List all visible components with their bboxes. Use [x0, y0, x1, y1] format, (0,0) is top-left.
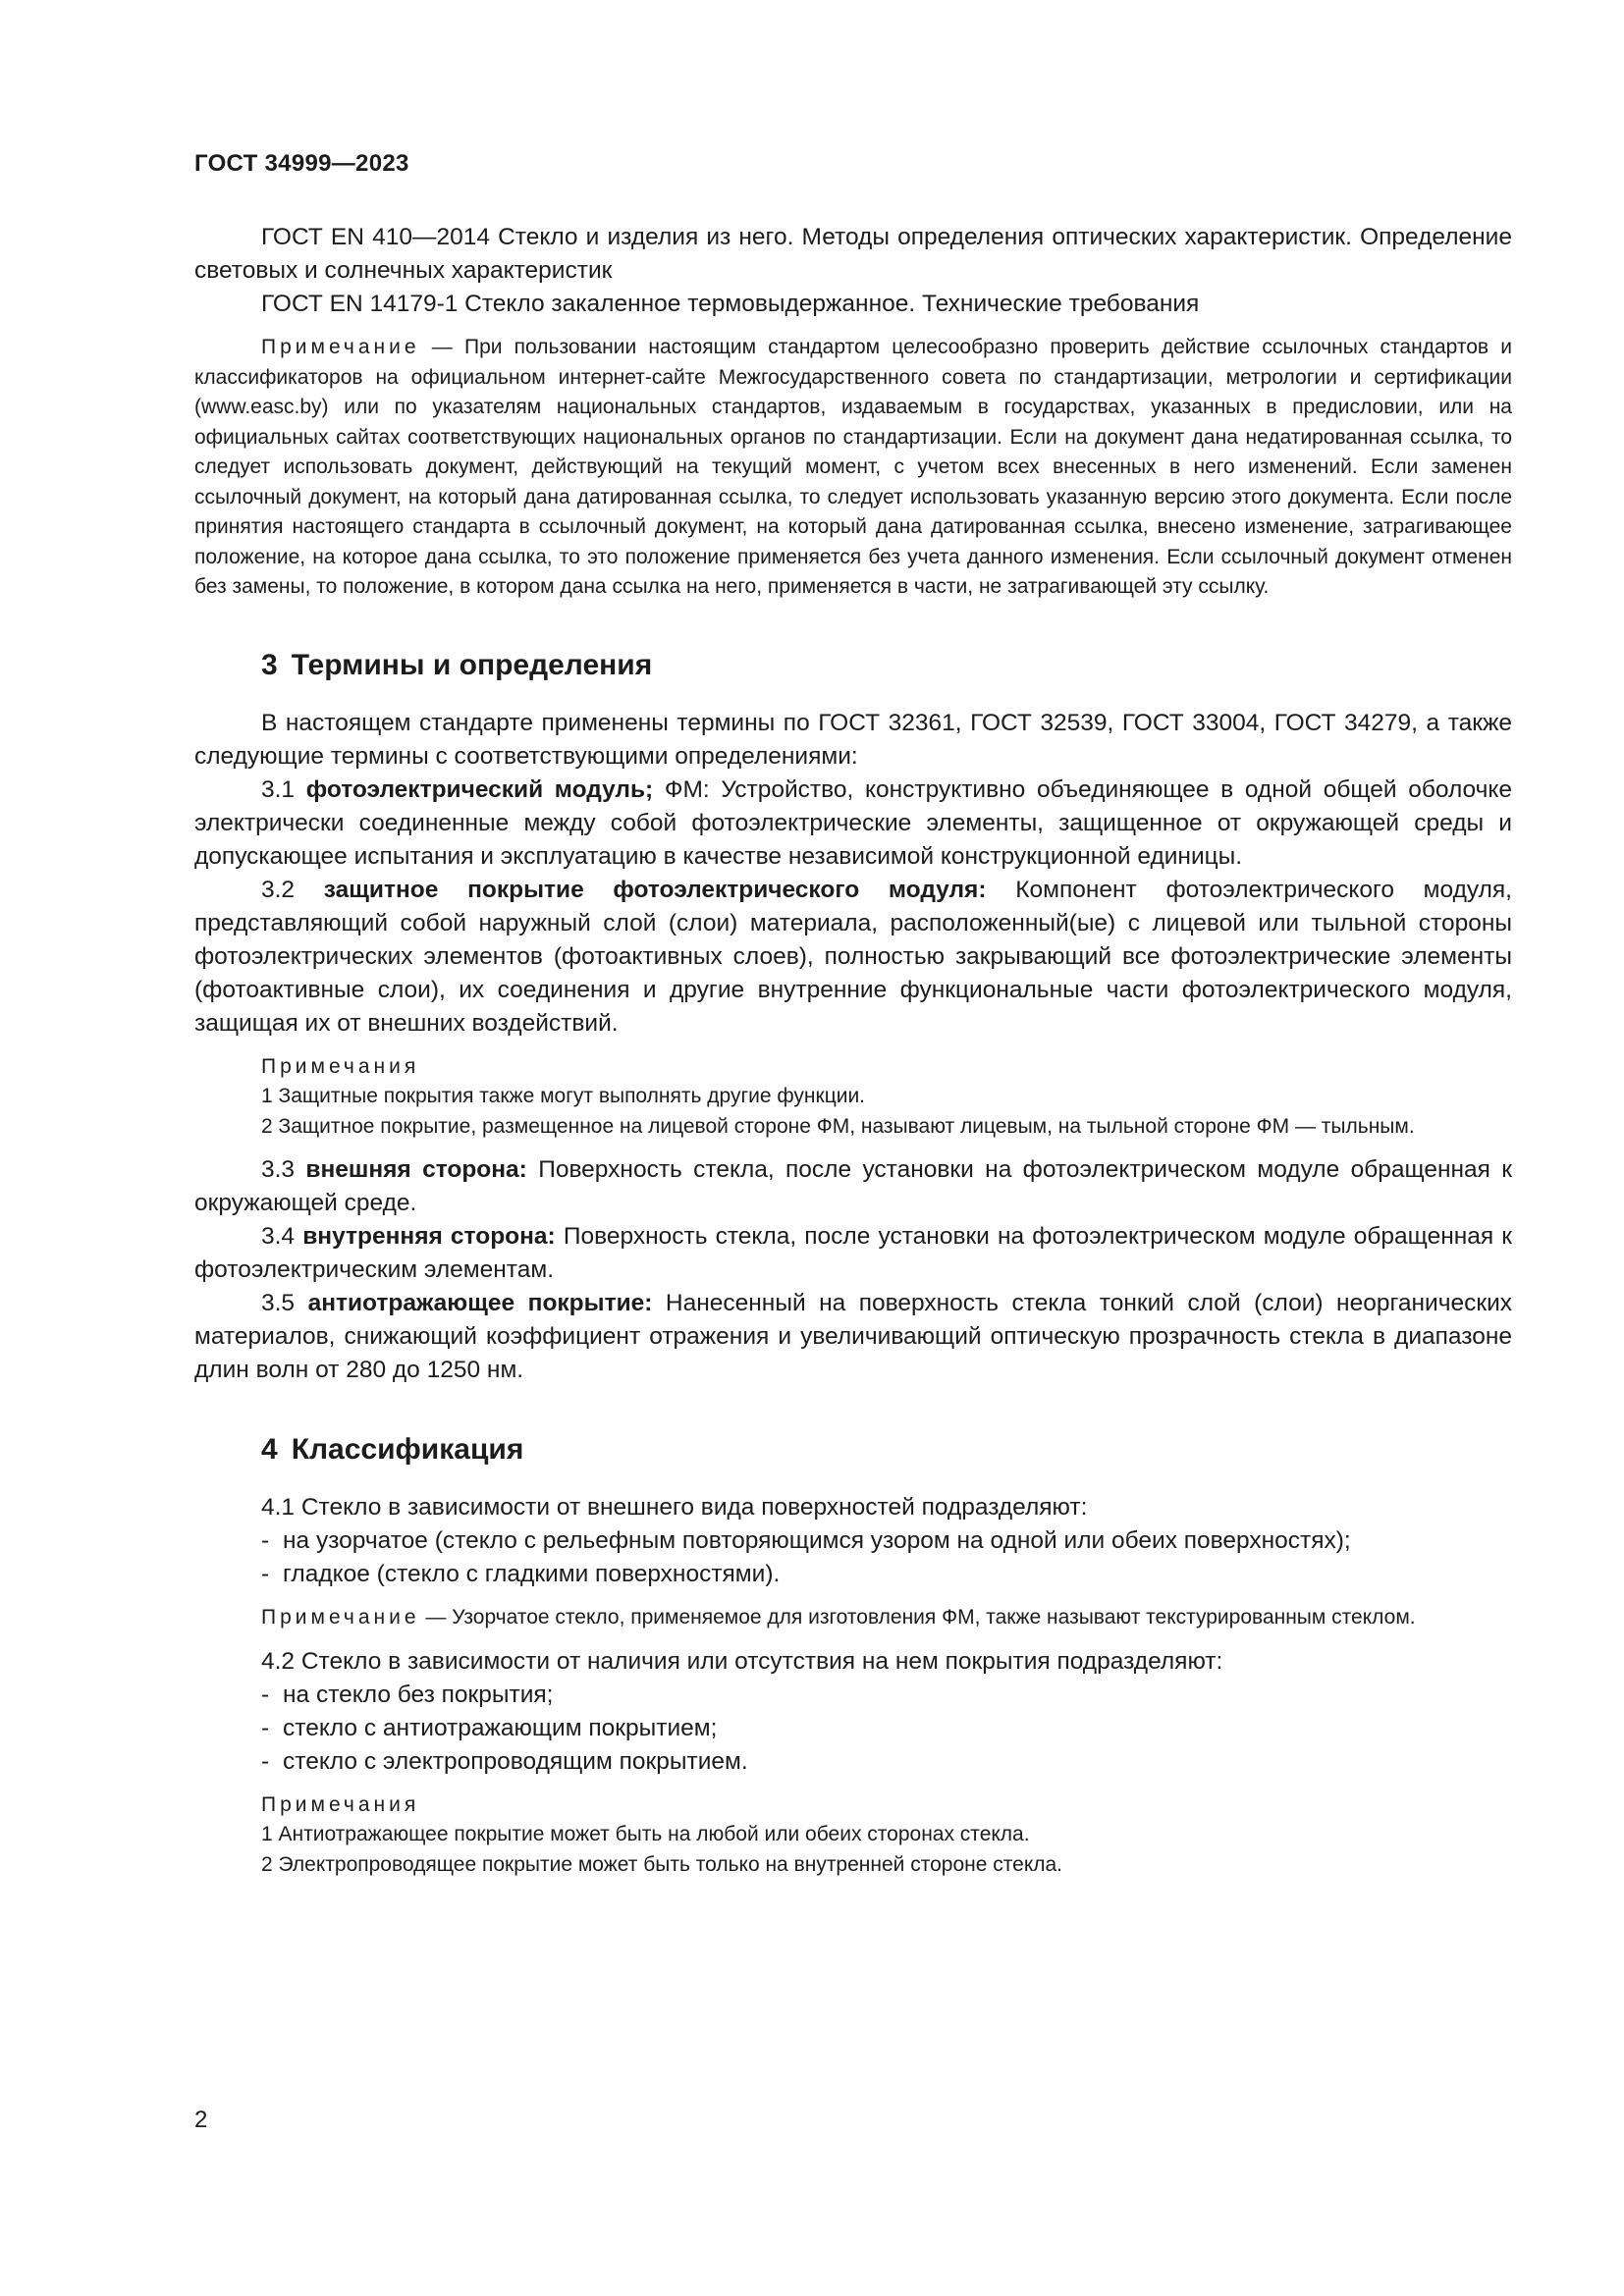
term-number: 3.1 — [261, 775, 296, 803]
term-number: 3.4 — [261, 1223, 296, 1250]
notes-label: Примечания — [261, 1792, 420, 1816]
term-name: защитное покрытие фотоэлектрического модуля: — [323, 876, 987, 903]
term-definition: ФМ: Устройство, конструктивно объединяющее в одной общей оболочке электрически соединенные между собой фотоэлектрические элементы, защищенное от окружающей среды и допускающее испытания и эксплуатацию в качестве независимой конструкционной единицы. — [194, 775, 1513, 870]
section-heading — [194, 1430, 1512, 1469]
list-item: - гладкое (стекло с гладкими поверхностями). — [261, 1561, 781, 1587]
note-text: — Узорчатое стекло, применяемое для изготовления ФМ, также называют текстурированным стеклом. — [419, 1606, 1416, 1629]
section-number: 4 — [261, 1433, 278, 1466]
term-3-4 — [194, 1220, 1512, 1287]
section-heading — [194, 646, 1512, 685]
list-item: - стекло с электропроводящим покрытием. — [261, 1747, 748, 1775]
list-item: - на стекло без покрытия; — [261, 1681, 554, 1708]
note-item: 2 Электропроводящее покрытие может быть только на внутренней стороне стекла. — [261, 1852, 1063, 1876]
term-name: внутренняя сторона: — [302, 1223, 556, 1250]
term-3-5 — [194, 1287, 1512, 1387]
section-title: Классификация — [291, 1433, 524, 1466]
term-3-3 — [194, 1153, 1512, 1220]
term-number: 3.2 — [261, 876, 296, 903]
term-name: внешняя сторона: — [305, 1156, 527, 1183]
note-item: 1 Антиотражающее покрытие может быть на любой или обеих сторонах стекла. — [261, 1823, 1030, 1845]
term-definition: Компонент фотоэлектрического модуля, представляющий собой наружный слой (слои) материала, расположенный(ые) с лицевой или тыльной стороны фотоэлектрических элементов (фотоактивных слоев), полностью закрывающий все фотоэлектрические элементы (фотоактивные слои), их соединения и другие внутренние функциональные части фотоэлектрического модуля, защищая их от внешних воздействий. — [194, 876, 1512, 1037]
reference-item: ГОСТ EN 410—2014 Стекло и изделия из него. Методы определения оптических характеристик. Определение световых и солнечных характеристик — [194, 224, 1512, 284]
term-definition: Поверхность стекла, после установки на фотоэлектрическом модуле обращенная к фотоэлектрическим элементам. — [194, 1223, 1513, 1283]
note-label: Примечание — [261, 1606, 420, 1629]
clause-4-2: 4.2 Стекло в зависимости от наличия или отсутствия на нем покрытия подразделяют: — [261, 1647, 1223, 1675]
term-name: антиотражающее покрытие: — [307, 1290, 653, 1316]
notes-label: Примечания — [261, 1054, 420, 1078]
note-item: 1 Защитные покрытия также могут выполнять другие функции. — [261, 1085, 866, 1107]
section-title: Термины и определения — [291, 648, 653, 681]
note-text: — При пользовании настоящим стандартом целесообразно проверить действие ссылочных стандартов и классификаторов на официальном интернет-сайте Межгосударственного совета по стандартизации, метрологии и сертификации (www.easc.by) или по указателям национальных стандартов, издаваемым в государствах, указанных в предисловии, или на официальных сайтах соответствующих национальных органов по стандартизации. Если на документ дана недатированная ссылка, то следует использовать документ, действующий на текущий момент, с учетом всех внесенных в него изменений. Если заменен ссылочный документ, на который дана датированная ссылка, то следует использовать указанную версию этого документа. Если после принятия настоящего стандарта в ссылочный документ, на который дана датированная ссылка, внесено изменение, затрагивающее положение, на которое дана ссылка, то это положение применяется без учета данного изменения. Если ссылочный документ отменен без замены, то положение, в котором дана ссылка на него, применяется в части, не затрагивающей эту ссылку. — [194, 336, 1512, 598]
note-label: Примечание — [261, 336, 420, 358]
section-number: 3 — [261, 648, 278, 681]
term-number: 3.5 — [261, 1290, 296, 1316]
section-intro: В настоящем стандарте применены термины по ГОСТ 32361, ГОСТ 32539, ГОСТ 33004, ГОСТ 34279, а также следующие термины с соответствующими определениями: — [194, 709, 1512, 770]
note-paragraph — [194, 333, 1512, 603]
list-item: - стекло с антиотражающим покрытием; — [261, 1714, 718, 1741]
term-definition: Поверхность стекла, после установки на фотоэлектрическом модуле обращенная к окружающей среде. — [194, 1156, 1513, 1216]
note-paragraph — [194, 1603, 1512, 1633]
list-item: - на узорчатое (стекло с рельефным повторяющимся узором на одной или обеих поверхностях); — [261, 1527, 1351, 1554]
term-number: 3.3 — [261, 1156, 296, 1183]
reference-item: ГОСТ EN 14179-1 Стекло закаленное термовыдержанное. Технические требования — [261, 291, 1200, 317]
page-content — [194, 221, 1512, 1880]
page-number: 2 — [194, 2107, 208, 2133]
term-3-1 — [194, 774, 1512, 874]
document-header: ГОСТ 34999—2023 — [194, 150, 409, 177]
clause-4-1: 4.1 Стекло в зависимости от внешнего вида поверхностей подразделяют: — [261, 1494, 1088, 1521]
term-name: фотоэлектрический модуль; — [305, 775, 654, 803]
note-item: 2 Защитное покрытие, размещенное на лицевой стороне ФМ, называют лицевым, на тыльной стороне ФМ — тыльным. — [261, 1114, 1415, 1138]
term-3-2 — [194, 874, 1512, 1041]
term-definition: Нанесенный на поверхность стекла тонкий слой (слои) неорганических материалов, снижающий коэффициент отражения и увеличивающий оптическую прозрачность стекла в диапазоне длин волн от 280 до 1250 нм. — [194, 1290, 1513, 1383]
